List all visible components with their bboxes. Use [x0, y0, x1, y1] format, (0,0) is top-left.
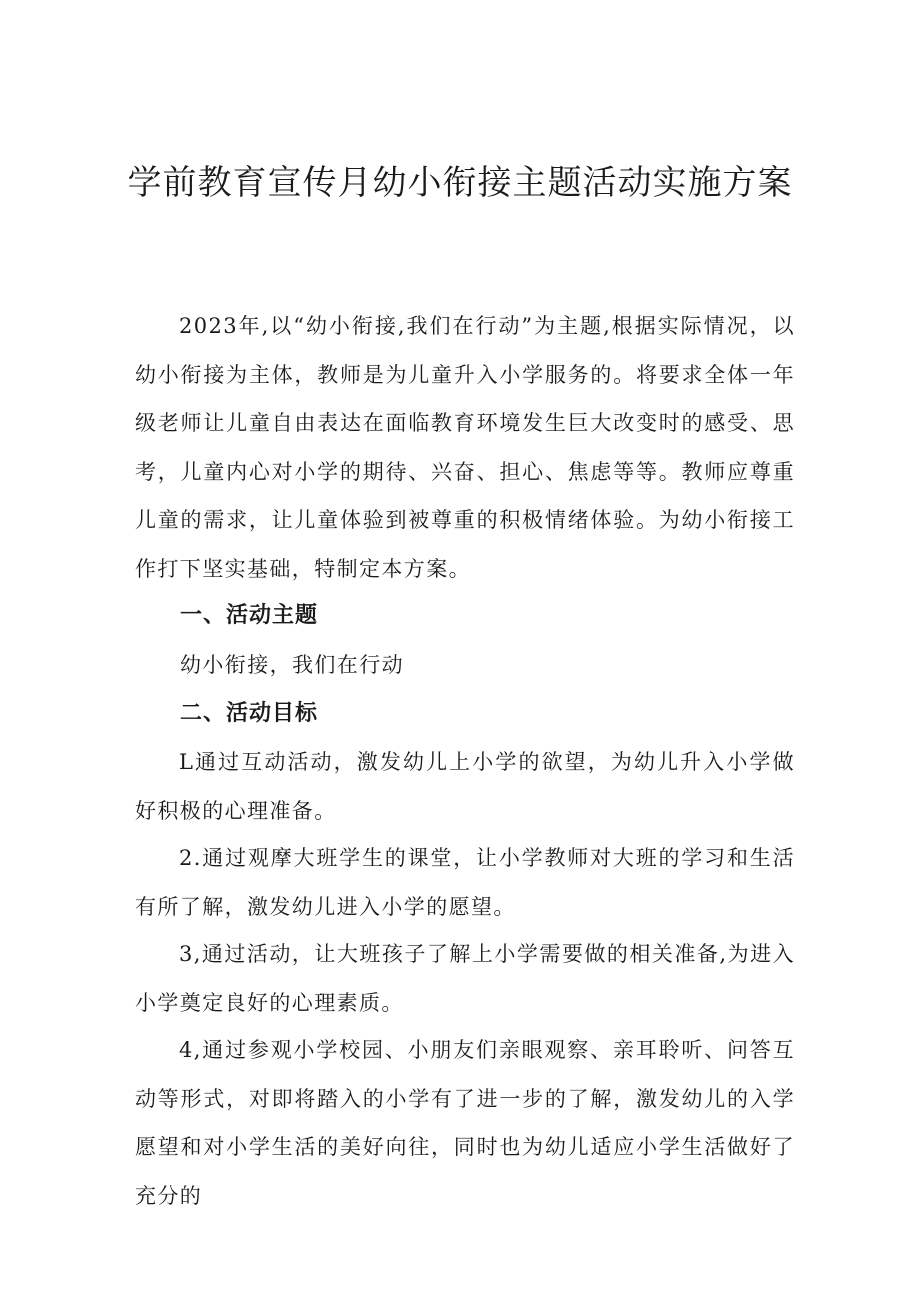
goal-item-4: 4,通过参观小学校园、小朋友们亲眼观察、亲耳聆听、问答互动等形式，对即将踏入的小学有了进一步的了解，激发幼儿的入学愿望和对小学生活的美好向往，同时也为幼儿适应小学生活做好了充分的	[135, 1038, 795, 1208]
intro-paragraph: 2023年,以“幼小衔接,我们在行动”为主题,根据实际情况，以幼小衔接为主体，教师是为儿童升入小学服务的。将要求全体一年级老师让儿童自由表达在面临教育环境发生巨大改变时的感受、思考，儿童内心对小学的期待、兴奋、担心、焦虑等等。教师应尊重儿童的需求，让儿童体验到被尊重的积极情绪体验。为幼小衔接工作打下坚实基础，特制定本方案。	[135, 314, 795, 581]
section-heading-goals: 二、活动目标	[180, 701, 319, 726]
section-heading-theme: 一、活动主题	[180, 603, 319, 628]
theme-content: 幼小衔接，我们在行动	[180, 653, 404, 677]
goal-item-2: 2.通过观摩大班学生的课堂，让小学教师对大班的学习和生活有所了解，激发幼儿进入小学的愿望。	[135, 846, 795, 919]
document-title: 学前教育宣传月幼小衔接主题活动实施方案	[127, 163, 793, 203]
goal-item-1: L通过互动活动，激发幼儿上小学的欲望，为幼儿升入小学做好积极的心理准备。	[135, 750, 795, 823]
goal-item-3: 3,通过活动，让大班孩子了解上小学需要做的相关准备,为进入小学奠定良好的心理素质。	[135, 942, 795, 1015]
